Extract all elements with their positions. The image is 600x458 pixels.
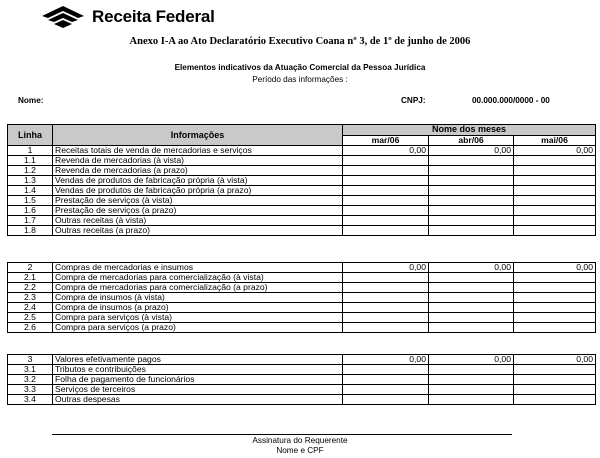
month-value-cell[interactable]	[343, 176, 429, 186]
line-label-cell: Folha de pagamento de funcionários	[53, 375, 343, 385]
month-value-cell[interactable]	[343, 216, 429, 226]
month-value-cell[interactable]	[429, 283, 514, 293]
line-code-cell: 2.2	[8, 283, 53, 293]
month-header: mar/06	[343, 135, 429, 146]
month-value-cell[interactable]: 0,00	[514, 263, 596, 273]
month-value-cell[interactable]	[514, 395, 596, 405]
annex-title: Anexo I-A ao Ato Declaratório Executivo Coana nº 3, de 1º de junho de 2006	[129, 36, 471, 47]
month-value-cell[interactable]	[429, 196, 514, 206]
month-value-cell[interactable]: 0,00	[343, 355, 429, 365]
line-code-cell: 2.6	[8, 323, 53, 333]
table-row	[8, 323, 596, 333]
month-value-cell[interactable]	[514, 156, 596, 166]
col-linha-header: Linha	[8, 125, 53, 146]
line-code-cell: 3.1	[8, 365, 53, 375]
table-row	[8, 355, 596, 365]
period-label: Período das informações :	[252, 75, 348, 84]
receita-federal-logo	[38, 4, 215, 30]
month-value-cell[interactable]	[429, 395, 514, 405]
month-value-cell[interactable]	[514, 226, 596, 236]
month-value-cell[interactable]	[514, 365, 596, 375]
month-value-cell[interactable]	[429, 385, 514, 395]
line-code-cell: 1.2	[8, 166, 53, 176]
line-label-cell: Compra para serviços (à vista)	[53, 313, 343, 323]
month-value-cell[interactable]	[343, 273, 429, 283]
table-row	[8, 156, 596, 166]
table-row	[8, 283, 596, 293]
line-label-cell: Prestação de serviços (a prazo)	[53, 206, 343, 216]
line-label-cell: Compra de mercadorias para comercialização (à vista)	[53, 273, 343, 283]
line-label-cell: Compra de insumos (a prazo)	[53, 303, 343, 313]
month-value-cell[interactable]	[429, 273, 514, 283]
line-label-cell: Revenda de mercadorias (à vista)	[53, 156, 343, 166]
signature-name-cpf-label: Nome e CPF	[276, 446, 324, 455]
table-row	[8, 216, 596, 226]
month-value-cell[interactable]	[343, 186, 429, 196]
info-table-receitas	[7, 124, 596, 236]
info-table-compras	[7, 262, 596, 333]
cnpj-value: 00.000.000/0000 - 00	[472, 96, 550, 105]
line-label-cell: Tributos e contribuições	[53, 365, 343, 375]
month-value-cell[interactable]	[429, 156, 514, 166]
line-code-cell: 2	[8, 263, 53, 273]
month-value-cell[interactable]	[343, 206, 429, 216]
table-row	[8, 385, 596, 395]
month-value-cell[interactable]	[343, 293, 429, 303]
table-row	[8, 226, 596, 236]
month-value-cell[interactable]	[343, 385, 429, 395]
month-value-cell[interactable]	[343, 196, 429, 206]
table-row	[8, 375, 596, 385]
receita-federal-emblem-icon	[38, 4, 88, 30]
month-header: mai/06	[514, 135, 596, 146]
line-code-cell: 3.2	[8, 375, 53, 385]
month-value-cell[interactable]	[514, 196, 596, 206]
line-code-cell: 1.3	[8, 176, 53, 186]
month-value-cell[interactable]	[514, 166, 596, 176]
line-label-cell: Compra de insumos (à vista)	[53, 293, 343, 303]
signature-line	[52, 434, 512, 435]
line-code-cell: 1.8	[8, 226, 53, 236]
col-info-header: Informações	[53, 125, 343, 146]
line-label-cell: Vendas de produtos de fabricação própria (à vista)	[53, 176, 343, 186]
month-value-cell[interactable]	[429, 313, 514, 323]
line-label-cell: Compra para serviços (a prazo)	[53, 323, 343, 333]
month-value-cell[interactable]	[514, 273, 596, 283]
line-label-cell: Serviços de terceiros	[53, 385, 343, 395]
line-code-cell: 2.5	[8, 313, 53, 323]
line-code-cell: 1.1	[8, 156, 53, 166]
month-value-cell[interactable]	[514, 216, 596, 226]
table-row	[8, 186, 596, 196]
line-label-cell: Outras receitas (a prazo)	[53, 226, 343, 236]
line-code-cell: 3	[8, 355, 53, 365]
month-value-cell[interactable]	[514, 176, 596, 186]
month-value-cell[interactable]	[429, 375, 514, 385]
month-value-cell[interactable]	[343, 283, 429, 293]
month-value-cell[interactable]	[429, 226, 514, 236]
month-value-cell[interactable]	[343, 323, 429, 333]
table-row	[8, 196, 596, 206]
month-value-cell[interactable]	[514, 375, 596, 385]
month-value-cell[interactable]	[429, 176, 514, 186]
nome-label: Nome:	[18, 96, 44, 105]
month-value-cell[interactable]	[429, 323, 514, 333]
month-value-cell[interactable]	[514, 293, 596, 303]
month-value-cell[interactable]	[429, 166, 514, 176]
month-value-cell[interactable]: 0,00	[514, 146, 596, 156]
line-code-cell: 1.6	[8, 206, 53, 216]
month-value-cell[interactable]: 0,00	[343, 263, 429, 273]
month-value-cell[interactable]	[514, 283, 596, 293]
table-row	[8, 206, 596, 216]
line-code-cell: 2.1	[8, 273, 53, 283]
month-value-cell[interactable]	[514, 303, 596, 313]
month-value-cell[interactable]	[514, 186, 596, 196]
table-row	[8, 313, 596, 323]
month-value-cell[interactable]	[429, 293, 514, 303]
line-code-cell: 2.4	[8, 303, 53, 313]
table-header-row	[8, 125, 596, 136]
line-code-cell: 1.4	[8, 186, 53, 196]
month-value-cell[interactable]	[429, 365, 514, 375]
month-value-cell[interactable]: 0,00	[429, 263, 514, 273]
month-value-cell[interactable]	[514, 385, 596, 395]
month-header: abr/06	[429, 135, 514, 146]
table-row	[8, 293, 596, 303]
month-value-cell[interactable]	[514, 313, 596, 323]
logo-text: Receita Federal	[92, 7, 215, 26]
table-row	[8, 176, 596, 186]
month-value-cell[interactable]	[343, 303, 429, 313]
month-value-cell[interactable]	[429, 206, 514, 216]
month-value-cell[interactable]	[343, 395, 429, 405]
col-months-group-header: Nome dos meses	[343, 125, 596, 136]
line-code-cell: 2.3	[8, 293, 53, 303]
month-value-cell[interactable]	[429, 303, 514, 313]
line-code-cell: 1.7	[8, 216, 53, 226]
line-label-cell: Outras despesas	[53, 395, 343, 405]
line-code-cell: 3.4	[8, 395, 53, 405]
month-value-cell[interactable]	[514, 323, 596, 333]
line-label-cell: Receitas totais de venda de mercadorias e serviços	[53, 146, 343, 156]
month-value-cell[interactable]: 0,00	[343, 146, 429, 156]
line-label-cell: Revenda de mercadorias (a prazo)	[53, 166, 343, 176]
table-row	[8, 365, 596, 375]
line-label-cell: Outras receitas (à vista)	[53, 216, 343, 226]
month-value-cell[interactable]: 0,00	[429, 355, 514, 365]
table-row	[8, 395, 596, 405]
line-code-cell: 1	[8, 146, 53, 156]
table-row	[8, 303, 596, 313]
month-value-cell[interactable]	[343, 156, 429, 166]
month-value-cell[interactable]	[343, 365, 429, 375]
month-value-cell[interactable]	[343, 166, 429, 176]
month-value-cell[interactable]	[343, 313, 429, 323]
signature-label: Assinatura do Requerente	[252, 436, 348, 445]
month-value-cell[interactable]	[514, 206, 596, 216]
cnpj-label: CNPJ:	[401, 96, 426, 105]
month-value-cell[interactable]	[429, 216, 514, 226]
line-code-cell: 3.3	[8, 385, 53, 395]
table-row	[8, 146, 596, 156]
info-table-pagamentos	[7, 354, 596, 405]
table-row	[8, 263, 596, 273]
month-value-cell[interactable]	[343, 226, 429, 236]
form-subtitle: Elementos indicativos da Atuação Comercial da Pessoa Jurídica	[174, 63, 426, 72]
month-value-cell[interactable]	[429, 186, 514, 196]
month-value-cell[interactable]: 0,00	[429, 146, 514, 156]
line-code-cell: 1.5	[8, 196, 53, 206]
line-label-cell: Compra de mercadorias para comercialização (a prazo)	[53, 283, 343, 293]
line-label-cell: Valores efetivamente pagos	[53, 355, 343, 365]
month-value-cell[interactable]: 0,00	[514, 355, 596, 365]
month-value-cell[interactable]	[343, 375, 429, 385]
line-label-cell: Prestação de serviços (à vista)	[53, 196, 343, 206]
line-label-cell: Vendas de produtos de fabricação própria (a prazo)	[53, 186, 343, 196]
table-row	[8, 166, 596, 176]
table-row	[8, 273, 596, 283]
line-label-cell: Compras de mercadorias e insumos	[53, 263, 343, 273]
